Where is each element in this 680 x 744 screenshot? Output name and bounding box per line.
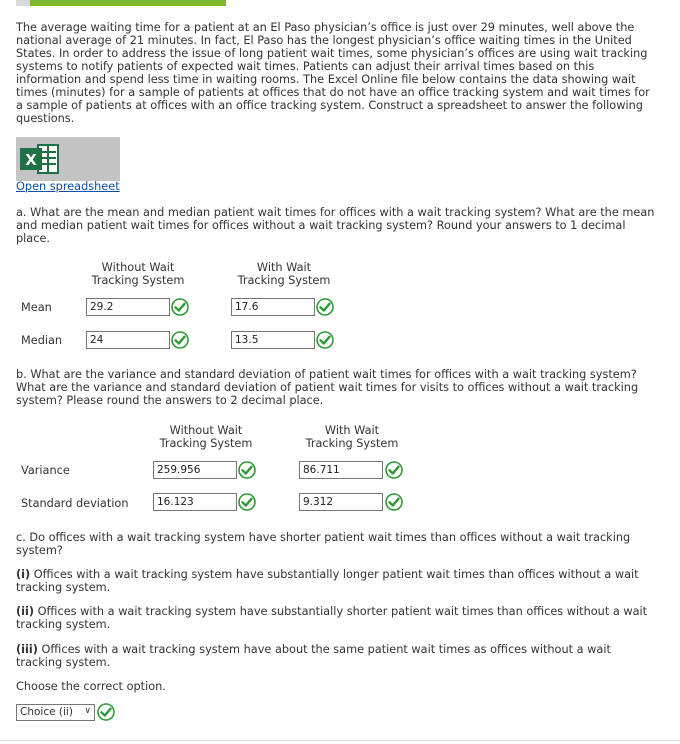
header-line: Without Wait bbox=[169, 424, 243, 437]
check-icon bbox=[385, 493, 403, 511]
variance-label: Variance bbox=[21, 464, 70, 477]
check-icon bbox=[316, 331, 334, 349]
option-i-number: (i) bbox=[16, 568, 31, 581]
header-line: Tracking System bbox=[91, 274, 185, 287]
part-b-question: b. What are the variance and standard deviation of patient wait times for offices with a wait tracking system? What are the variance and standard deviation of patient wait times for visits to offices without a wait tracking system? Please round the answers to 2 decimal place. bbox=[16, 368, 639, 407]
check-icon bbox=[171, 331, 189, 349]
header-line: Tracking System bbox=[237, 274, 331, 287]
part-b-header-with bbox=[292, 424, 412, 450]
header-line: Tracking System bbox=[159, 437, 253, 450]
option-i-text: Offices with a wait tracking system have substantially longer patient wait times than offices without a wait tracking system. bbox=[16, 568, 639, 594]
option-i bbox=[16, 568, 656, 594]
sd-without-input[interactable]: 16.123 bbox=[153, 493, 237, 511]
check-icon bbox=[97, 703, 115, 721]
header-line: With Wait bbox=[324, 424, 380, 437]
open-spreadsheet-link[interactable]: Open spreadsheet bbox=[16, 180, 120, 193]
part-a-question: a. What are the mean and median patient wait times for offices with a wait tracking system? What are the mean and median patient wait times for offices without a wait tracking system? Round your answers to 1 decimal place. bbox=[16, 206, 655, 245]
part-a-header-without bbox=[78, 261, 198, 287]
sd-with-input[interactable]: 9.312 bbox=[299, 493, 383, 511]
variance-without-input[interactable]: 259.956 bbox=[153, 461, 237, 479]
svg-text:X: X bbox=[25, 151, 37, 169]
option-ii bbox=[16, 605, 656, 631]
excel-icon-box[interactable] bbox=[16, 137, 120, 181]
mean-with-input[interactable]: 17.6 bbox=[231, 298, 315, 316]
choice-selected-value: Choice (ii) bbox=[20, 706, 73, 718]
check-icon bbox=[385, 461, 403, 479]
part-a-header-with bbox=[224, 261, 344, 287]
variance-with-input[interactable]: 86.711 bbox=[299, 461, 383, 479]
check-icon bbox=[171, 298, 189, 316]
option-ii-number: (ii) bbox=[16, 605, 35, 618]
header-line: Without Wait bbox=[101, 261, 175, 274]
part-b-header-without bbox=[146, 424, 266, 450]
header-tab-edge bbox=[16, 0, 30, 6]
progress-bar bbox=[30, 0, 226, 6]
bottom-divider bbox=[0, 740, 680, 741]
check-icon bbox=[238, 493, 256, 511]
part-c-question: c. Do offices with a wait tracking system have shorter patient wait times than offices without a wait tracking system? bbox=[16, 531, 631, 557]
check-icon bbox=[238, 461, 256, 479]
header-line: With Wait bbox=[256, 261, 312, 274]
option-iii bbox=[16, 643, 656, 669]
check-icon bbox=[316, 298, 334, 316]
excel-icon bbox=[18, 141, 62, 177]
mean-label: Mean bbox=[21, 301, 52, 314]
option-iii-number: (iii) bbox=[16, 643, 38, 656]
option-ii-text: Offices with a wait tracking system have substantially shorter patient wait times than offices without a wait tracking system. bbox=[16, 605, 648, 631]
intro-text: The average waiting time for a patient at an El Paso physician’s office is just over 29 minutes, well above the national average of 21 minutes. In fact, El Paso has the longest physician’s office waiting times in the United States. In order to address the issue of long patient wait times, some physician’s offices are using wait tracking systems to notify patients of expected wait times. Patients can adjust their arrival times based on this information and spend less time in waiting rooms. The Excel Online file below contains the data showing wait times (minutes) for a sample of patients at offices that do not have an office tracking system and wait times for a sample of patients at offices with an office tracking system. Construct a spreadsheet to answer the following questions. bbox=[16, 21, 650, 125]
option-iii-text: Offices with a wait tracking system have about the same patient wait times as offices without a wait tracking system. bbox=[16, 643, 611, 669]
choose-prompt: Choose the correct option. bbox=[16, 680, 166, 693]
median-without-input[interactable]: 24 bbox=[86, 331, 170, 349]
choice-select[interactable] bbox=[16, 704, 95, 721]
median-label: Median bbox=[21, 334, 63, 347]
median-with-input[interactable]: 13.5 bbox=[231, 331, 315, 349]
sd-label: Standard deviation bbox=[21, 497, 129, 510]
header-line: Tracking System bbox=[305, 437, 399, 450]
chevron-down-icon: ∨ bbox=[84, 706, 91, 716]
mean-without-input[interactable]: 29.2 bbox=[86, 298, 170, 316]
